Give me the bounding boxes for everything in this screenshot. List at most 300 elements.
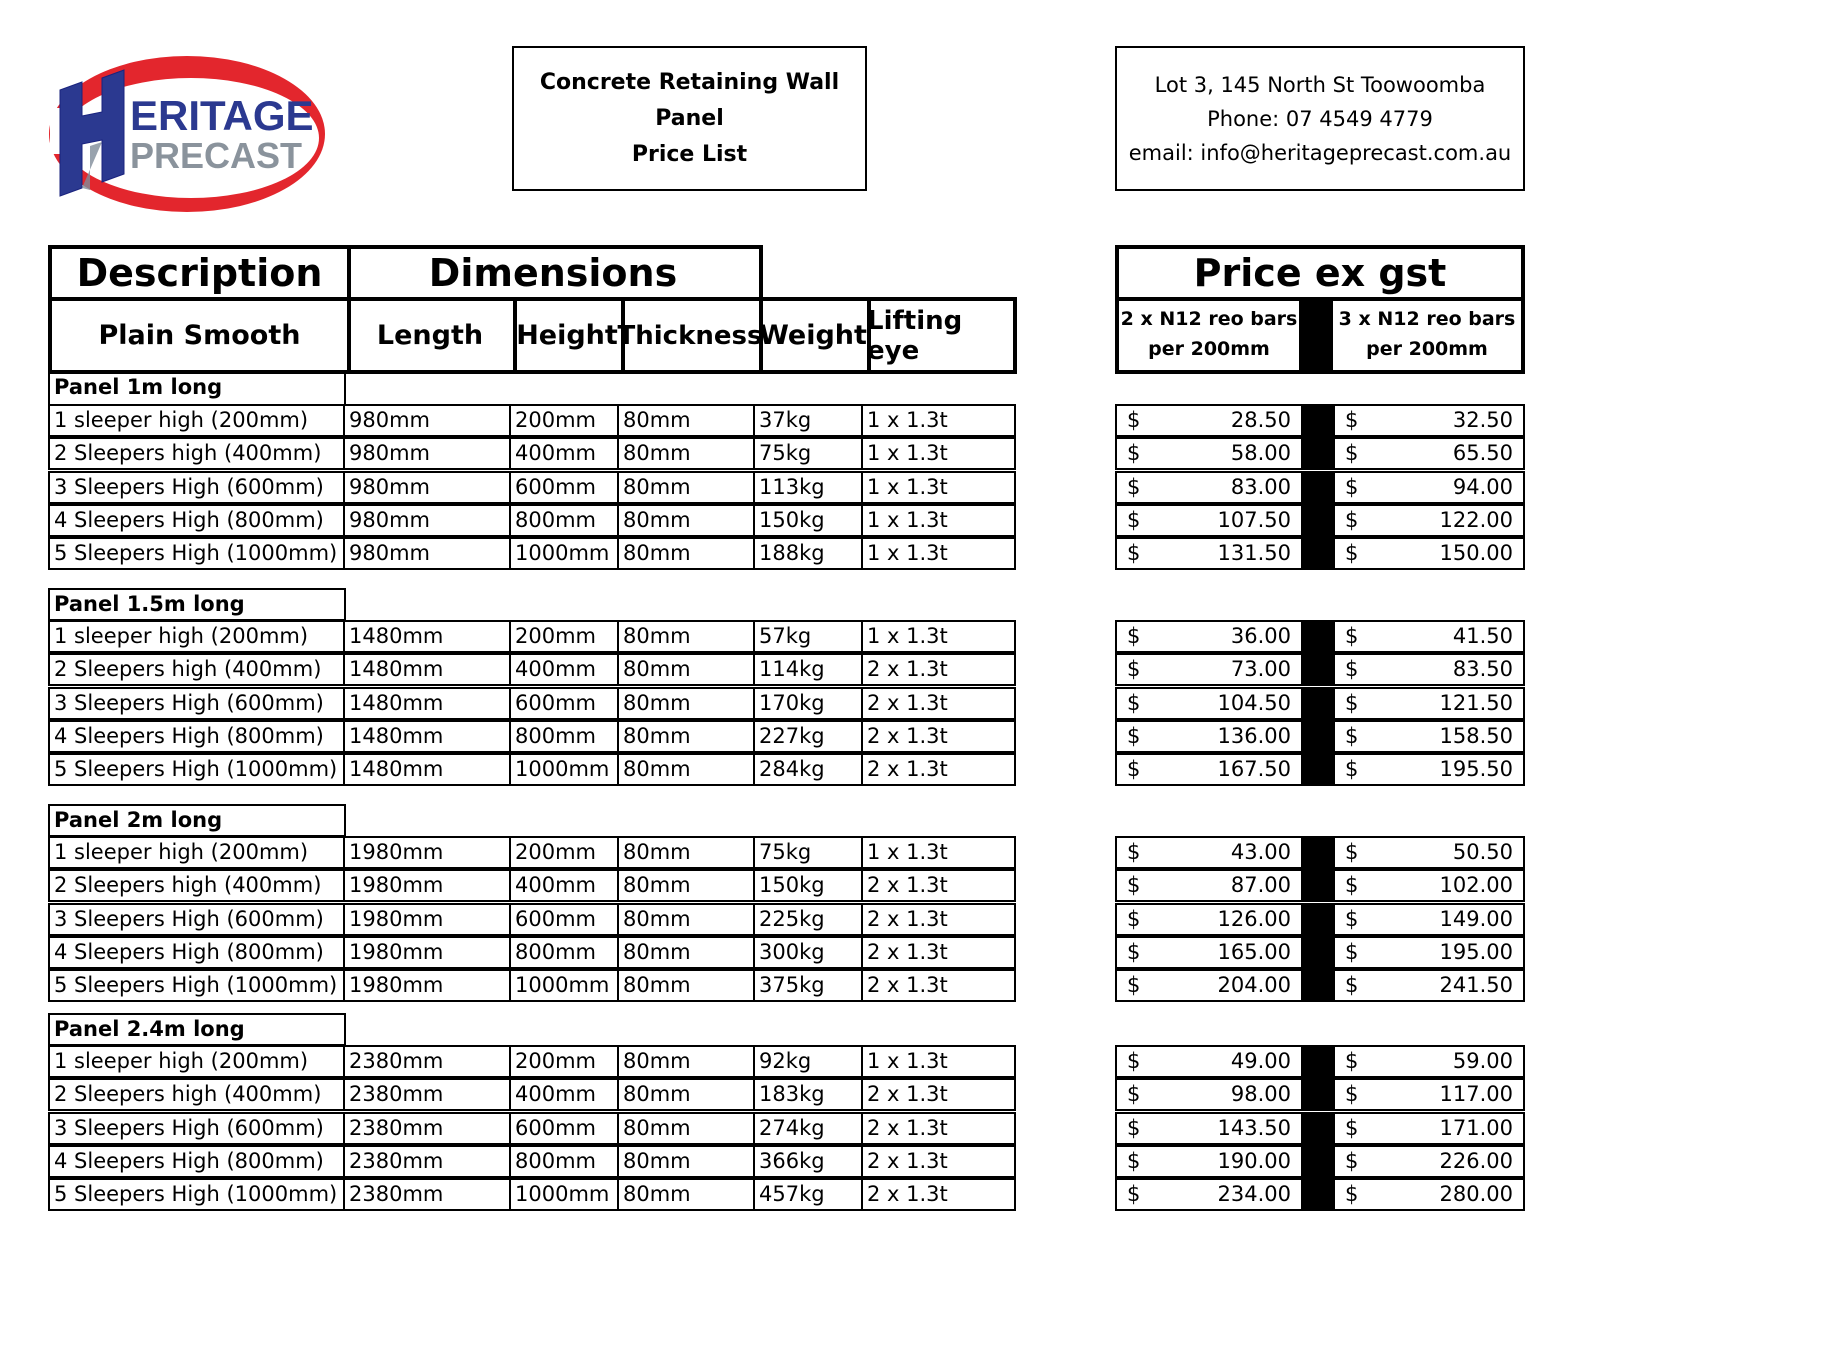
cell-length: 2380mm: [345, 1114, 511, 1143]
price-col1-line2: per 200mm: [1148, 337, 1270, 360]
price-row: [1115, 1145, 1525, 1178]
cell-thickness: 80mm: [619, 1080, 755, 1109]
price-3-bars: [1335, 838, 1523, 867]
cell-weight: 75kg: [755, 439, 863, 468]
price-row: [1115, 687, 1525, 720]
cell-weight: 92kg: [755, 1047, 863, 1076]
table-row: [48, 1078, 1016, 1111]
cell-desc: 4 Sleepers High (800mm): [50, 1147, 345, 1176]
price-2-bars: [1117, 905, 1301, 934]
price-row: [1115, 903, 1525, 936]
cell-length: 980mm: [345, 473, 511, 502]
price-row: [1115, 869, 1525, 902]
cell-lifting: 1 x 1.3t: [867, 475, 948, 499]
price-value: 65.50: [1452, 441, 1513, 465]
price-separator: [1299, 297, 1333, 370]
price-separator: [1301, 1080, 1335, 1109]
cell-lifting: 2 x 1.3t: [867, 973, 948, 997]
price-separator: [1301, 506, 1335, 535]
price-value: 158.50: [1439, 724, 1513, 748]
price-separator: [1301, 439, 1335, 468]
cell-desc: 2 Sleepers high (400mm): [50, 1080, 345, 1109]
price-2-bars: [1117, 622, 1301, 651]
price-value: 49.00: [1230, 1049, 1291, 1073]
price-separator: [1301, 938, 1335, 967]
cell-lifting: 1 x 1.3t: [867, 1049, 948, 1073]
currency-symbol: $: [1127, 840, 1141, 864]
currency-symbol: $: [1345, 940, 1359, 964]
cell-length: 980mm: [345, 406, 511, 435]
price-2-bars: [1117, 1080, 1301, 1109]
price-value: 104.50: [1217, 691, 1291, 715]
currency-symbol: $: [1127, 1116, 1141, 1140]
table-row: [48, 537, 1016, 570]
price-separator: [1301, 971, 1335, 1000]
price-subheader: [1115, 297, 1525, 374]
price-2-bars: [1117, 971, 1301, 1000]
price-3-bars: [1335, 506, 1523, 535]
table-row: [48, 836, 1016, 869]
cell-desc: 1 sleeper high (200mm): [50, 838, 345, 867]
price-col2-header: [1333, 297, 1521, 370]
title-box: [512, 46, 867, 191]
price-value: 195.50: [1439, 757, 1513, 781]
price-value: 50.50: [1452, 840, 1513, 864]
cell-thickness: 80mm: [619, 1047, 755, 1076]
table-row: [48, 620, 1016, 653]
price-row: [1115, 504, 1525, 537]
cell-height: 1000mm: [511, 971, 619, 1000]
price-3-bars: [1335, 1080, 1523, 1109]
header-lifting-eye: Lifting eye: [867, 297, 1017, 374]
price-value: 190.00: [1217, 1149, 1291, 1173]
price-value: 94.00: [1452, 475, 1513, 499]
price-3-bars: [1335, 905, 1523, 934]
table-row: [48, 969, 1016, 1002]
cell-height: 200mm: [511, 406, 619, 435]
price-2-bars: [1117, 1114, 1301, 1143]
price-separator: [1301, 871, 1335, 900]
section-label: Panel 2m long: [48, 804, 346, 837]
currency-symbol: $: [1127, 873, 1141, 897]
header-dimensions: Dimensions: [347, 245, 763, 301]
cell-thickness: 80mm: [619, 1147, 755, 1176]
cell-length: 1480mm: [345, 689, 511, 718]
cell-lifting: 2 x 1.3t: [867, 724, 948, 748]
currency-symbol: $: [1345, 475, 1359, 499]
cell-lifting: 2 x 1.3t: [867, 1149, 948, 1173]
currency-symbol: $: [1345, 1082, 1359, 1106]
cell-thickness: 80mm: [619, 1114, 755, 1143]
price-value: 131.50: [1217, 541, 1291, 565]
price-3-bars: [1335, 755, 1523, 784]
header-thickness: Thickness: [621, 297, 763, 374]
cell-desc: 1 sleeper high (200mm): [50, 622, 345, 651]
price-value: 126.00: [1217, 907, 1291, 931]
cell-desc: 3 Sleepers High (600mm): [50, 473, 345, 502]
price-value: 167.50: [1217, 757, 1291, 781]
table-row: [48, 504, 1016, 537]
cell-weight: 170kg: [755, 689, 863, 718]
price-value: 98.00: [1230, 1082, 1291, 1106]
currency-symbol: $: [1127, 624, 1141, 648]
cell-thickness: 80mm: [619, 871, 755, 900]
cell-weight: 150kg: [755, 871, 863, 900]
price-separator: [1301, 905, 1335, 934]
cell-weight: 37kg: [755, 406, 863, 435]
price-2-bars: [1117, 1147, 1301, 1176]
table-row: [48, 869, 1016, 902]
cell-length: 1980mm: [345, 971, 511, 1000]
cell-length: 1980mm: [345, 905, 511, 934]
cell-weight: 366kg: [755, 1147, 863, 1176]
table-row: [48, 437, 1016, 470]
price-2-bars: [1117, 689, 1301, 718]
price-separator: [1301, 406, 1335, 435]
table-row: [48, 471, 1016, 504]
price-3-bars: [1335, 439, 1523, 468]
price-3-bars: [1335, 971, 1523, 1000]
cell-weight: 375kg: [755, 971, 863, 1000]
cell-lifting: 1 x 1.3t: [867, 840, 948, 864]
price-separator: [1301, 689, 1335, 718]
cell-height: 600mm: [511, 473, 619, 502]
currency-symbol: $: [1345, 1116, 1359, 1140]
price-row: [1115, 537, 1525, 570]
cell-height: 200mm: [511, 1047, 619, 1076]
cell-thickness: 80mm: [619, 1180, 755, 1209]
currency-symbol: $: [1127, 907, 1141, 931]
cell-height: 1000mm: [511, 539, 619, 568]
currency-symbol: $: [1345, 1182, 1359, 1206]
price-row: [1115, 404, 1525, 437]
cell-weight: 284kg: [755, 755, 863, 784]
table-row: [48, 720, 1016, 753]
currency-symbol: $: [1345, 973, 1359, 997]
price-value: 150.00: [1439, 541, 1513, 565]
cell-lifting: 2 x 1.3t: [867, 691, 948, 715]
cell-height: 200mm: [511, 838, 619, 867]
cell-height: 800mm: [511, 722, 619, 751]
cell-lifting: 2 x 1.3t: [867, 940, 948, 964]
currency-symbol: $: [1127, 541, 1141, 565]
price-3-bars: [1335, 622, 1523, 651]
price-value: 36.00: [1230, 624, 1291, 648]
cell-desc: 3 Sleepers High (600mm): [50, 905, 345, 934]
cell-desc: 5 Sleepers High (1000mm): [50, 971, 345, 1000]
price-row: [1115, 720, 1525, 753]
price-3-bars: [1335, 689, 1523, 718]
table-row: [48, 753, 1016, 786]
price-row: [1115, 653, 1525, 686]
price-value: 165.00: [1217, 940, 1291, 964]
price-separator: [1301, 473, 1335, 502]
cell-length: 1980mm: [345, 838, 511, 867]
cell-length: 980mm: [345, 439, 511, 468]
currency-symbol: $: [1127, 408, 1141, 432]
price-separator: [1301, 722, 1335, 751]
price-col1-line1: 2 x N12 reo bars: [1120, 307, 1298, 330]
price-value: 32.50: [1452, 408, 1513, 432]
price-3-bars: [1335, 406, 1523, 435]
cell-length: 1480mm: [345, 622, 511, 651]
price-value: 102.00: [1439, 873, 1513, 897]
cell-thickness: 80mm: [619, 655, 755, 684]
cell-weight: 227kg: [755, 722, 863, 751]
price-separator: [1301, 1047, 1335, 1076]
cell-lifting: 1 x 1.3t: [867, 624, 948, 648]
price-2-bars: [1117, 722, 1301, 751]
price-2-bars: [1117, 838, 1301, 867]
table-row: [48, 653, 1016, 686]
price-value: 121.50: [1439, 691, 1513, 715]
cell-length: 2380mm: [345, 1080, 511, 1109]
header-height: Height: [513, 297, 625, 374]
cell-weight: 183kg: [755, 1080, 863, 1109]
cell-length: 980mm: [345, 506, 511, 535]
price-row: [1115, 1078, 1525, 1111]
cell-height: 400mm: [511, 871, 619, 900]
cell-lifting: 1 x 1.3t: [867, 441, 948, 465]
price-value: 204.00: [1217, 973, 1291, 997]
price-3-bars: [1335, 871, 1523, 900]
cell-thickness: 80mm: [619, 622, 755, 651]
currency-symbol: $: [1345, 907, 1359, 931]
cell-desc: 5 Sleepers High (1000mm): [50, 1180, 345, 1209]
currency-symbol: $: [1345, 624, 1359, 648]
cell-thickness: 80mm: [619, 938, 755, 967]
price-value: 241.50: [1439, 973, 1513, 997]
price-value: 136.00: [1217, 724, 1291, 748]
currency-symbol: $: [1127, 441, 1141, 465]
cell-weight: 300kg: [755, 938, 863, 967]
currency-symbol: $: [1345, 508, 1359, 532]
cell-desc: 2 Sleepers high (400mm): [50, 655, 345, 684]
currency-symbol: $: [1345, 873, 1359, 897]
cell-lifting: 2 x 1.3t: [867, 1082, 948, 1106]
price-col2-line1: 3 x N12 reo bars: [1338, 307, 1516, 330]
price-separator: [1301, 755, 1335, 784]
price-value: 117.00: [1439, 1082, 1513, 1106]
cell-thickness: 80mm: [619, 439, 755, 468]
price-row: [1115, 969, 1525, 1002]
price-col1-header: [1119, 297, 1299, 370]
title-line2: Price List: [631, 141, 748, 167]
price-value: 226.00: [1439, 1149, 1513, 1173]
cell-weight: 150kg: [755, 506, 863, 535]
cell-height: 200mm: [511, 622, 619, 651]
currency-symbol: $: [1345, 1049, 1359, 1073]
header-plain-smooth: Plain Smooth: [48, 297, 351, 374]
price-3-bars: [1335, 938, 1523, 967]
cell-weight: 188kg: [755, 539, 863, 568]
section-label: Panel 1.5m long: [48, 588, 346, 621]
price-value: 107.50: [1217, 508, 1291, 532]
currency-symbol: $: [1345, 691, 1359, 715]
price-3-bars: [1335, 539, 1523, 568]
currency-symbol: $: [1127, 940, 1141, 964]
cell-desc: 4 Sleepers High (800mm): [50, 722, 345, 751]
cell-desc: 1 sleeper high (200mm): [50, 1047, 345, 1076]
price-2-bars: [1117, 473, 1301, 502]
cell-height: 600mm: [511, 689, 619, 718]
cell-thickness: 80mm: [619, 838, 755, 867]
cell-desc: 4 Sleepers High (800mm): [50, 938, 345, 967]
price-3-bars: [1335, 1147, 1523, 1176]
cell-lifting: 2 x 1.3t: [867, 873, 948, 897]
price-row: [1115, 620, 1525, 653]
price-value: 59.00: [1452, 1049, 1513, 1073]
price-row: [1115, 471, 1525, 504]
cell-length: 980mm: [345, 539, 511, 568]
price-row: [1115, 437, 1525, 470]
price-separator: [1301, 622, 1335, 651]
currency-symbol: $: [1345, 1149, 1359, 1173]
cell-height: 400mm: [511, 655, 619, 684]
price-2-bars: [1117, 755, 1301, 784]
cell-desc: 5 Sleepers High (1000mm): [50, 539, 345, 568]
cell-lifting: 1 x 1.3t: [867, 508, 948, 532]
price-value: 83.00: [1230, 475, 1291, 499]
cell-height: 800mm: [511, 506, 619, 535]
cell-thickness: 80mm: [619, 539, 755, 568]
price-3-bars: [1335, 722, 1523, 751]
currency-symbol: $: [1345, 840, 1359, 864]
price-3-bars: [1335, 655, 1523, 684]
cell-lifting: 2 x 1.3t: [867, 1116, 948, 1140]
price-2-bars: [1117, 406, 1301, 435]
price-separator: [1301, 1114, 1335, 1143]
price-3-bars: [1335, 473, 1523, 502]
cell-desc: 2 Sleepers high (400mm): [50, 871, 345, 900]
cell-length: 1480mm: [345, 755, 511, 784]
price-3-bars: [1335, 1047, 1523, 1076]
cell-height: 1000mm: [511, 1180, 619, 1209]
price-value: 41.50: [1452, 624, 1513, 648]
price-row: [1115, 1112, 1525, 1145]
table-row: [48, 936, 1016, 969]
price-2-bars: [1117, 506, 1301, 535]
currency-symbol: $: [1345, 541, 1359, 565]
cell-height: 600mm: [511, 1114, 619, 1143]
price-col2-line2: per 200mm: [1366, 337, 1488, 360]
price-value: 280.00: [1439, 1182, 1513, 1206]
cell-height: 400mm: [511, 439, 619, 468]
price-3-bars: [1335, 1114, 1523, 1143]
heritage-precast-logo: [46, 52, 328, 215]
cell-lifting: 2 x 1.3t: [867, 1182, 948, 1206]
cell-thickness: 80mm: [619, 689, 755, 718]
cell-desc: 3 Sleepers High (600mm): [50, 1114, 345, 1143]
cell-length: 1980mm: [345, 938, 511, 967]
cell-length: 1480mm: [345, 722, 511, 751]
price-2-bars: [1117, 938, 1301, 967]
price-separator: [1301, 1180, 1335, 1209]
cell-height: 800mm: [511, 938, 619, 967]
title-line1: Concrete Retaining Wall Panel: [539, 69, 840, 131]
section-label: Panel 1m long: [48, 373, 346, 406]
currency-symbol: $: [1127, 691, 1141, 715]
price-row: [1115, 936, 1525, 969]
cell-desc: 5 Sleepers High (1000mm): [50, 755, 345, 784]
currency-symbol: $: [1127, 973, 1141, 997]
cell-weight: 113kg: [755, 473, 863, 502]
price-value: 73.00: [1230, 657, 1291, 681]
table-row: [48, 1112, 1016, 1145]
currency-symbol: $: [1345, 408, 1359, 432]
cell-length: 1480mm: [345, 655, 511, 684]
contact-phone: Phone: 07 4549 4779: [1207, 106, 1433, 131]
price-value: 234.00: [1217, 1182, 1291, 1206]
cell-thickness: 80mm: [619, 406, 755, 435]
cell-thickness: 80mm: [619, 905, 755, 934]
cell-lifting: 1 x 1.3t: [867, 541, 948, 565]
cell-thickness: 80mm: [619, 755, 755, 784]
price-row: [1115, 836, 1525, 869]
logo-line2: PRECAST: [130, 135, 303, 176]
price-value: 171.00: [1439, 1116, 1513, 1140]
currency-symbol: $: [1127, 757, 1141, 781]
cell-lifting: 2 x 1.3t: [867, 907, 948, 931]
currency-symbol: $: [1127, 724, 1141, 748]
price-2-bars: [1117, 439, 1301, 468]
price-separator: [1301, 655, 1335, 684]
cell-weight: 225kg: [755, 905, 863, 934]
contact-address: Lot 3, 145 North St Toowoomba: [1154, 72, 1486, 97]
table-row: [48, 1145, 1016, 1178]
cell-height: 1000mm: [511, 755, 619, 784]
table-row: [48, 1045, 1016, 1078]
contact-box: [1115, 46, 1525, 191]
currency-symbol: $: [1127, 508, 1141, 532]
price-3-bars: [1335, 1180, 1523, 1209]
cell-weight: 75kg: [755, 838, 863, 867]
price-2-bars: [1117, 539, 1301, 568]
price-value: 195.00: [1439, 940, 1513, 964]
section-label: Panel 2.4m long: [48, 1013, 346, 1046]
price-value: 149.00: [1439, 907, 1513, 931]
price-value: 43.00: [1230, 840, 1291, 864]
currency-symbol: $: [1345, 657, 1359, 681]
currency-symbol: $: [1345, 441, 1359, 465]
table-row: [48, 687, 1016, 720]
cell-desc: 2 Sleepers high (400mm): [50, 439, 345, 468]
currency-symbol: $: [1127, 475, 1141, 499]
price-value: 143.50: [1217, 1116, 1291, 1140]
price-row: [1115, 1045, 1525, 1078]
cell-desc: 4 Sleepers High (800mm): [50, 506, 345, 535]
cell-lifting: 2 x 1.3t: [867, 657, 948, 681]
cell-weight: 457kg: [755, 1180, 863, 1209]
price-separator: [1301, 1147, 1335, 1176]
price-row: [1115, 1178, 1525, 1211]
price-value: 28.50: [1230, 408, 1291, 432]
cell-lifting: 2 x 1.3t: [867, 757, 948, 781]
cell-length: 2380mm: [345, 1047, 511, 1076]
cell-weight: 57kg: [755, 622, 863, 651]
table-row: [48, 404, 1016, 437]
currency-symbol: $: [1127, 1082, 1141, 1106]
price-value: 122.00: [1439, 508, 1513, 532]
cell-thickness: 80mm: [619, 722, 755, 751]
header-weight: Weight: [759, 297, 871, 374]
cell-thickness: 80mm: [619, 506, 755, 535]
price-row: [1115, 753, 1525, 786]
cell-lifting: 1 x 1.3t: [867, 408, 948, 432]
table-row: [48, 1178, 1016, 1211]
cell-length: 1980mm: [345, 871, 511, 900]
header-price: Price ex gst: [1115, 245, 1525, 301]
